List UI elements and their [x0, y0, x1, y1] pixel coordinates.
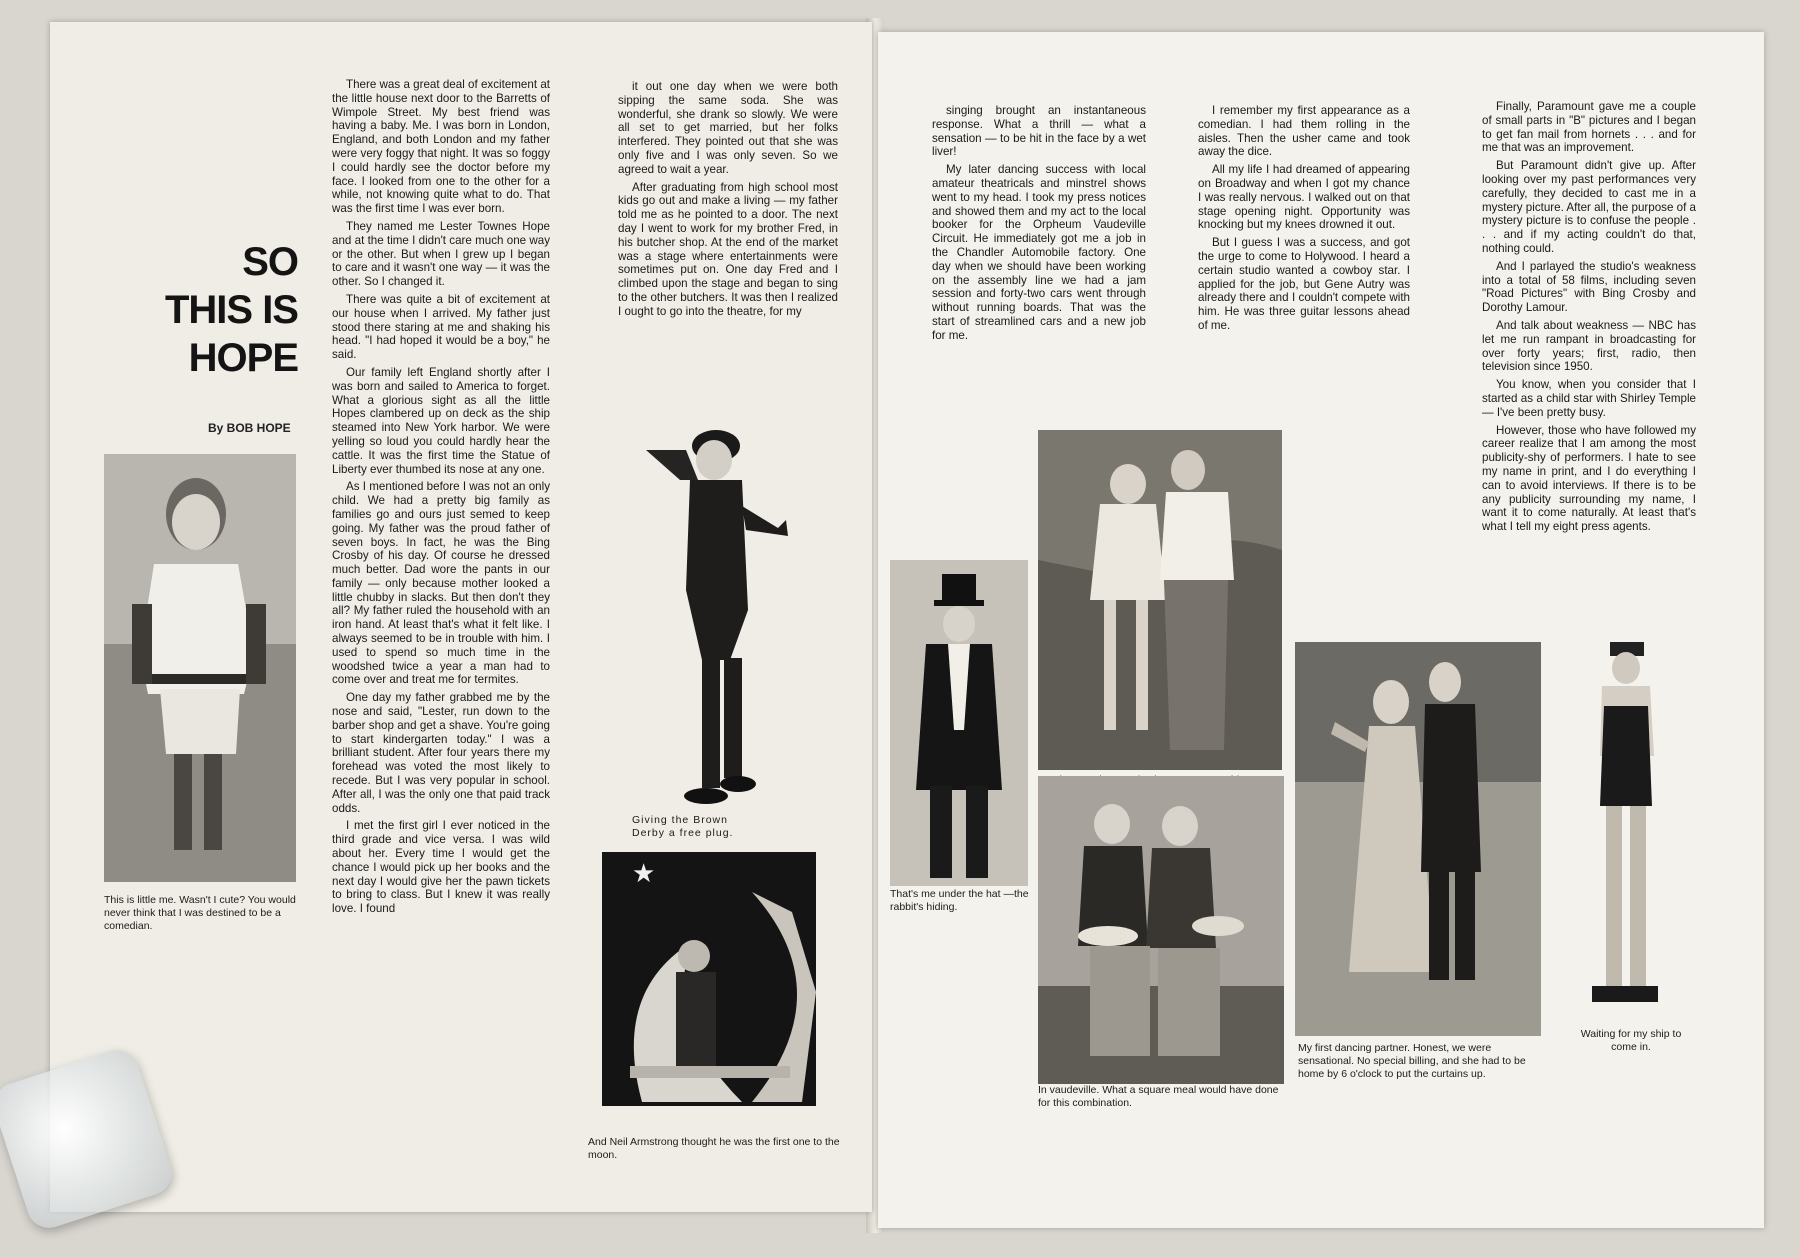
- article-paragraph: All my life I had dreamed of appearing on Broadway and when I got my chance I was really nervous. I walked out on that stage opening night. Opportunity was knocking but my knees drowned it out.: [1198, 163, 1410, 232]
- caption-dancing: My first dancing partner. Honest, we were sensational. No special billing, and she had to be home by 6 o'clock to put the curtains up.: [1298, 1042, 1526, 1080]
- article-paragraph: Our family left England shortly after I was born and sailed to America to forget. What a glorious sight as all the little Hopes clambered up on deck as the ship steamed into New York harbor. We were yelling so loud you could hardly hear the cattle. It was the first time the Statue of Liberty ever thumbed its nose at any one.: [332, 365, 550, 476]
- article-paragraph: There was a great deal of excitement at the little house next door to the Barretts of Wimpole Street. My best friend was having a baby. Me. I was born in London, England, and both London and my father were very foggy that night. It was so foggy I could hardly see the doctor before my face. I looked from one to the other for a while, not knowing quite what to do. That was the first time I was ever born.: [332, 78, 550, 216]
- article-paragraph: Finally, Paramount gave me a couple of small parts in "B" pictures and I began to get fan mail from hornets . . . and for me that was an improvement.: [1482, 100, 1696, 155]
- article-column-5: [1482, 100, 1696, 652]
- svg-text:★: ★: [632, 859, 656, 889]
- article-paragraph: But I guess I was a success, and got the urge to come to Holywood. I heard a certain studio wanted a cowboy star. I applied for the job, but Gene Autry was already there and I couldn't compete with him. He was three guitar lessons ahead of me.: [1198, 236, 1410, 332]
- title-block: [50, 22, 298, 442]
- article-paragraph: And I parlayed the studio's weakness into a total of 58 films, including seven "Road Pictures" with Bing Crosby and Dorothy Lamour.: [1482, 259, 1696, 315]
- caption-derby: Giving the Brown Derby a free plug.: [632, 814, 734, 839]
- article-column-3: [932, 104, 1146, 400]
- article-paragraph: I met the first girl I ever noticed in the third grade and vice versa. I was wild about her. Every time I would get the chance I would pick up her books and the next day I would give her the pawn tickets to bring to class. But I knew it was really love. I found: [332, 819, 550, 916]
- right-page: [878, 32, 1764, 1228]
- article-paragraph: As I mentioned before I was not an only child. We had a pretty big family as families go and ours just semed to keep going. My father was the proud father of seven boys. In fact, he was the Bing Crosby of his day. Of course he dressed much better. Dad wore the pants in our family — only because mother looked a little chubby in slacks. But then don't they all? My father ruled the household with an iron hand. At least that's what it felt like. I always seemed to be in trouble with him. I used to spend so much time in the woodshed twice a year a man had to come over and treat me for termites.: [332, 480, 550, 687]
- article-column-1: [332, 78, 550, 1140]
- article-paragraph: They named me Lester Townes Hope and at the time I didn't care much one way or the other. But when I grew up I began to care and it wasn't one way — it was the other. So I changed it.: [332, 219, 550, 289]
- article-paragraph: However, those who have followed my career realize that I am among the most publicity-shy of performers. I hate to see my name in print, and I do everything I can to avoid interviews. If there is to be any publicity surrounding my name, I want it to come naturally. At least that's what I tell my eight press agents.: [1482, 423, 1696, 534]
- vaudeville-photo: [1038, 776, 1284, 1084]
- byline: By BOB HOPE: [208, 421, 291, 435]
- title-line-1: SO: [242, 240, 298, 284]
- title-line-3: HOPE: [188, 336, 298, 380]
- derby-dance-photo: [610, 410, 828, 820]
- top-hat-photo: [890, 560, 1028, 886]
- caption-vaudeville: In vaudeville. What a square meal would have done for this combination.: [1038, 1084, 1279, 1109]
- article-paragraph: After graduating from high school most kids go out and make a living — my father told me as he pointed to a door. The next day I went to work for my brother Fred, in his butcher shop. At the end of the market was a stage where entertainments were sometimes put on. One day Fred and I climbed upon the stage and began to sing to the other butchers. It was then I realized I ought to go into the theatre, for my: [618, 180, 838, 318]
- caption-moon: And Neil Armstrong thought he was the first one to the moon.: [588, 1136, 840, 1161]
- article-paragraph: it out one day when we were both sipping the same soda. She was wonderful, she drank so slowly. We were all set to get married, but her folks interfered. They pointed out that she was only five and I was only seven. So we agreed to wait a year.: [618, 80, 838, 176]
- moon-photo: [602, 852, 816, 1106]
- caption-ship: Waiting for my ship to come in.: [1580, 1028, 1682, 1053]
- dancing-partner-photo: [1295, 642, 1541, 1036]
- article-paragraph: But Paramount didn't give up. After looking over my past performances very carefully, they decided to cast me in a mystery picture. After all, the purpose of a mystery picture is to confuse the people . . . and if my acting couldn't do that, nothing could.: [1482, 159, 1696, 255]
- article-column-4: [1198, 104, 1410, 396]
- caption-child: This is little me. Wasn't I cute? You would never think that I was destined to be a comedian.: [104, 894, 296, 932]
- article-paragraph: One day my father grabbed me by the nose and said, "Lester, run down to the barber shop and get a shave. You're going to start kindergarten today." I was a brilliant student. After four years there my forehead was voted the most likely to recede. But I was very popular in school. After all, I was the only one that paid track odds.: [332, 691, 550, 815]
- left-page: [50, 22, 872, 1212]
- article-paragraph: There was quite a bit of excitement at our house when I arrived. My father just stood there staring at me and shaking his head. "I had hoped it would be a boy," he said.: [332, 292, 550, 362]
- article-paragraph: My later dancing success with local amateur theatricals and minstrel shows went to my head. I took my press notices and showed them and my act to the local booker for the Orpheum Vaudeville Circuit. He immediately got me a job in the Chandler Automobile factory. One day when we should have been working on the assembly line we had a jam session and forty-two cars went through without running boards. That was the start of streamlined cars and a new job for me.: [932, 163, 1146, 342]
- swimsuit-photo: [1580, 636, 1672, 1016]
- child-photo: [104, 454, 296, 882]
- article-paragraph: singing brought an instantaneous response. What a thrill — what a sensation — to be hit in the face by a wet liver!: [932, 104, 1146, 159]
- article-paragraph: And talk about weakness — NBC has let me run rampant in broadcasting for over forty years; first, radio, then television since 1950.: [1482, 318, 1696, 374]
- snooks-photo: [1038, 430, 1282, 770]
- caption-hat: That's me under the hat —the rabbit's hiding.: [890, 888, 1029, 913]
- title-line-2: THIS IS: [164, 288, 298, 332]
- article-column-2: [618, 80, 838, 386]
- article-paragraph: You know, when you consider that I started as a child star with Shirley Temple — I've been pretty busy.: [1482, 378, 1696, 419]
- article-paragraph: I remember my first appearance as a comedian. I had them rolling in the aisles. Then the usher came and took away the dice.: [1198, 104, 1410, 159]
